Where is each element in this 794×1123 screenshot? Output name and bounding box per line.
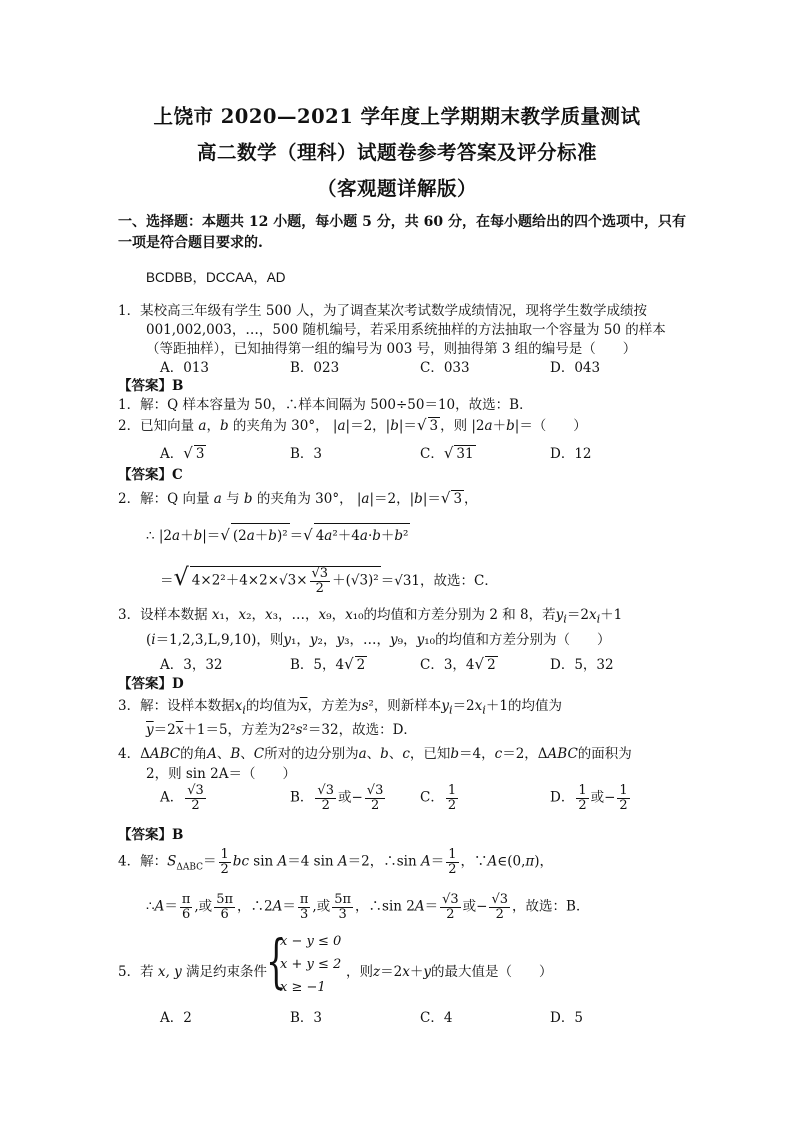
q5-constraint-3: x ≥ −1 (280, 980, 326, 995)
q1-option-c: C．033 (420, 360, 470, 376)
q1-solution: 1．解：Q 样本容量为 50，∴样本间隔为 500÷50＝10，故选：B． (118, 397, 533, 413)
q4-answer-label: 【答案】B (118, 827, 184, 843)
q2-option-b: B．3 (290, 446, 323, 462)
section-heading-line-2: 一项是符合题目要求的. (118, 235, 263, 251)
title-line-1: 上饶市 2020—2021 学年度上学期期末教学质量测试 (153, 105, 641, 128)
q5-constraint-2: x + y ≤ 2 (280, 957, 342, 972)
q2-option-c: C．√ 31 (420, 444, 474, 462)
q4-option-d: D． $\frac{1}{2}$ 或− $\frac{1}{2}$ (550, 783, 628, 813)
q5-stem-end: ，则z＝2x＋y的最大值是（ ） (346, 964, 553, 980)
q4-option-c: C． $\frac{1}{2}$ (420, 783, 457, 813)
q1-option-a: A．013 (160, 360, 210, 376)
q1-line-3: （等距抽样），已知抽得第一组的编号为 003 号，则抽得第 3 组的编号是（ ） (146, 341, 637, 357)
q1-line-2: 001,002,003，…，500 随机编号，若采用系统抽样的方法抽取一个容量为 50 的样本 (146, 322, 666, 338)
q5-option-b: B．3 (290, 1010, 323, 1026)
q3-option-b: B．5，4√ 2 (290, 655, 366, 673)
q2-option-d: D．12 (550, 446, 592, 462)
q5-constraint-1: x − y ≤ 0 (280, 934, 342, 949)
q5-option-a: A．2 (160, 1010, 192, 1026)
title-line-3: （客观题详解版） (316, 177, 477, 200)
q4-solution-line-2: ∴A＝ $\frac{\pi}{6}$ ,或 $\frac{5\pi}{6}$ ，∴2A＝ $\frac{\pi}{3}$ ,或 $\frac{5\pi}{3}$ ，∴sin 2A＝ $\frac{√3}{2}$ 或− $\frac{√3}{2}$ ，故选：B． (146, 892, 590, 922)
q3-option-d: D．5，32 (550, 657, 614, 673)
q3-solution-line-2: $\overline{y}=2\overline{x}+1=5$，方差为2²s²＝32，故选：D． (146, 722, 417, 738)
answer-key: BCDBB，DCCAA，AD (146, 270, 286, 285)
q3-stem-line-1: 3．设样本数据 x₁，x₂，x₃，…，x₉，x₁₀的均值和方差分别为 2 和 8，若$y_i=2x_i+1$ (118, 607, 623, 626)
q3-answer-label: 【答案】D (118, 676, 184, 692)
q3-option-c: C．3，4√ 2 (420, 655, 496, 673)
q2-solution-line-3: ＝√ 4×2²＋4×2×√3× $\frac{√3}{2}$ ＋(√3)² ＝√31，故选：C． (160, 563, 498, 596)
section-heading-line-1: 一、选择题：本题共 12 小题，每小题 5 分，共 60 分，在每小题给出的四个选项中，只有 (118, 214, 686, 230)
q3-option-a: A．3，32 (160, 657, 223, 673)
q2-solution-line-2: ∴ |2a＋b|＝√ (2a＋b)² ＝√ 4a²＋4a·b＋b² (146, 523, 410, 544)
q1-option-b: B．023 (290, 360, 340, 376)
q4-option-a: A． $\frac{√3}{2}$ (160, 783, 204, 813)
q2-option-a: A．√ 3 (160, 444, 205, 462)
q5-option-d: D．5 (550, 1010, 583, 1026)
q1-answer-label: 【答案】B (118, 378, 184, 394)
title-line-2: 高二数学（理科）试题卷参考答案及评分标准 (196, 141, 597, 164)
q3-solution-line-1: 3．解：设样本数据$x_i$的均值为$\overline{x}$，方差为s²，则新样本$y_i=2x_i+1$的均值为 (118, 698, 562, 717)
q3-stem-line-2: (i＝1,2,3,L,9,10)，则y₁，y₂，y₃，…，y₉，y₁₀的均值和方差分别为（ ） (146, 632, 611, 648)
left-brace-icon: { (266, 927, 287, 995)
q4-solution-line-1: 4．解：$S_{\Delta ABC}=$ $\frac{1}{2}$ bc sin A＝4 sin A＝2，∴sin A＝ $\frac{1}{2}$ ，∵A∈(0,π)， (118, 847, 554, 877)
q1-option-d: D．043 (550, 360, 601, 376)
q5-stem: 5．若 x, y 满足约束条件 (118, 964, 268, 980)
q5-option-c: C．4 (420, 1010, 453, 1026)
q2-solution-line-1: 2．解：Q 向量 a 与 b 的夹角为 30°， |a|＝2，|b|＝√ 3 ， (118, 489, 478, 507)
q4-stem-line-1: 4．ΔABC的角A、B、C所对的边分别为a、b、c，已知b＝4，c＝2，ΔABC的面积为 (118, 746, 632, 762)
q2-stem: 2．已知向量 a，b 的夹角为 30°， |a|＝2，|b|＝√ 3 ，则 |2a＋b|＝（ ） (118, 416, 587, 434)
q4-stem-line-2: 2，则 sin 2A＝（ ） (146, 766, 296, 782)
q2-answer-label: 【答案】C (118, 467, 183, 483)
q1-line-1: 1．某校高三年级有学生 500 人，为了调查某次考试数学成绩情况，现将学生数学成绩按 (118, 303, 647, 319)
q4-option-b: B． $\frac{√3}{2}$ 或− $\frac{√3}{2}$ (290, 783, 384, 813)
